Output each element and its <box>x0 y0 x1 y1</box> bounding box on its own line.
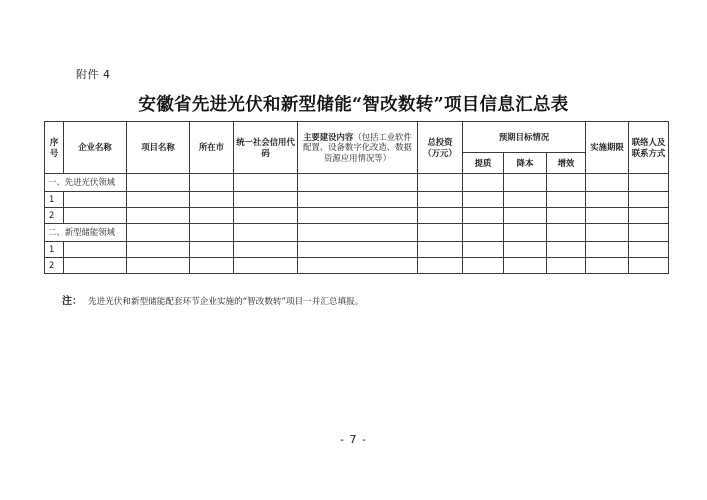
table-row <box>45 258 669 274</box>
table-row <box>45 242 669 258</box>
footnote <box>62 292 363 307</box>
header-credit-code: 统一社会信用代码 <box>234 122 298 174</box>
header-index: 序号 <box>45 122 64 174</box>
page-title: 安徽省先进光伏和新型储能“智改数转”项目信息汇总表 <box>138 95 569 115</box>
header-scope-detail: （包括工业软件配置、设备数字化改造、数据资源应用情况等） <box>303 131 412 163</box>
row-index: 1 <box>45 242 64 258</box>
section-label: 二、新型储能领域 <box>45 224 127 242</box>
section-row-storage <box>45 224 669 242</box>
row-index: 2 <box>45 258 64 274</box>
header-scope <box>298 122 418 174</box>
attachment-label: 附件 4 <box>76 68 111 81</box>
header-project: 项目名称 <box>127 122 190 174</box>
header-target-cost: 降本 <box>504 153 547 174</box>
footnote-label: 注： <box>62 296 82 307</box>
header-contact: 联络人及联系方式 <box>629 122 669 174</box>
section-label: 一、先进光伏领域 <box>45 174 127 192</box>
row-index: 1 <box>45 192 64 208</box>
header-target-quality: 提质 <box>463 153 504 174</box>
section-row-pv <box>45 174 669 192</box>
header-investment: 总投资（万元） <box>418 122 463 174</box>
row-index: 2 <box>45 208 64 224</box>
header-company: 企业名称 <box>64 122 127 174</box>
header-period: 实施期限 <box>586 122 629 174</box>
header-city: 所在市 <box>190 122 234 174</box>
header-targets: 预期目标情况 <box>463 122 586 153</box>
table-row <box>45 192 669 208</box>
header-target-efficiency: 增效 <box>547 153 586 174</box>
table-row <box>45 208 669 224</box>
header-scope-main: 主要建设内容 <box>303 131 354 142</box>
page-number: - 7 - <box>340 433 367 446</box>
footnote-text: 先进光伏和新型储能配套环节企业实施的“智改数转”项目一并汇总填报。 <box>88 297 364 307</box>
project-summary-table <box>44 121 669 274</box>
